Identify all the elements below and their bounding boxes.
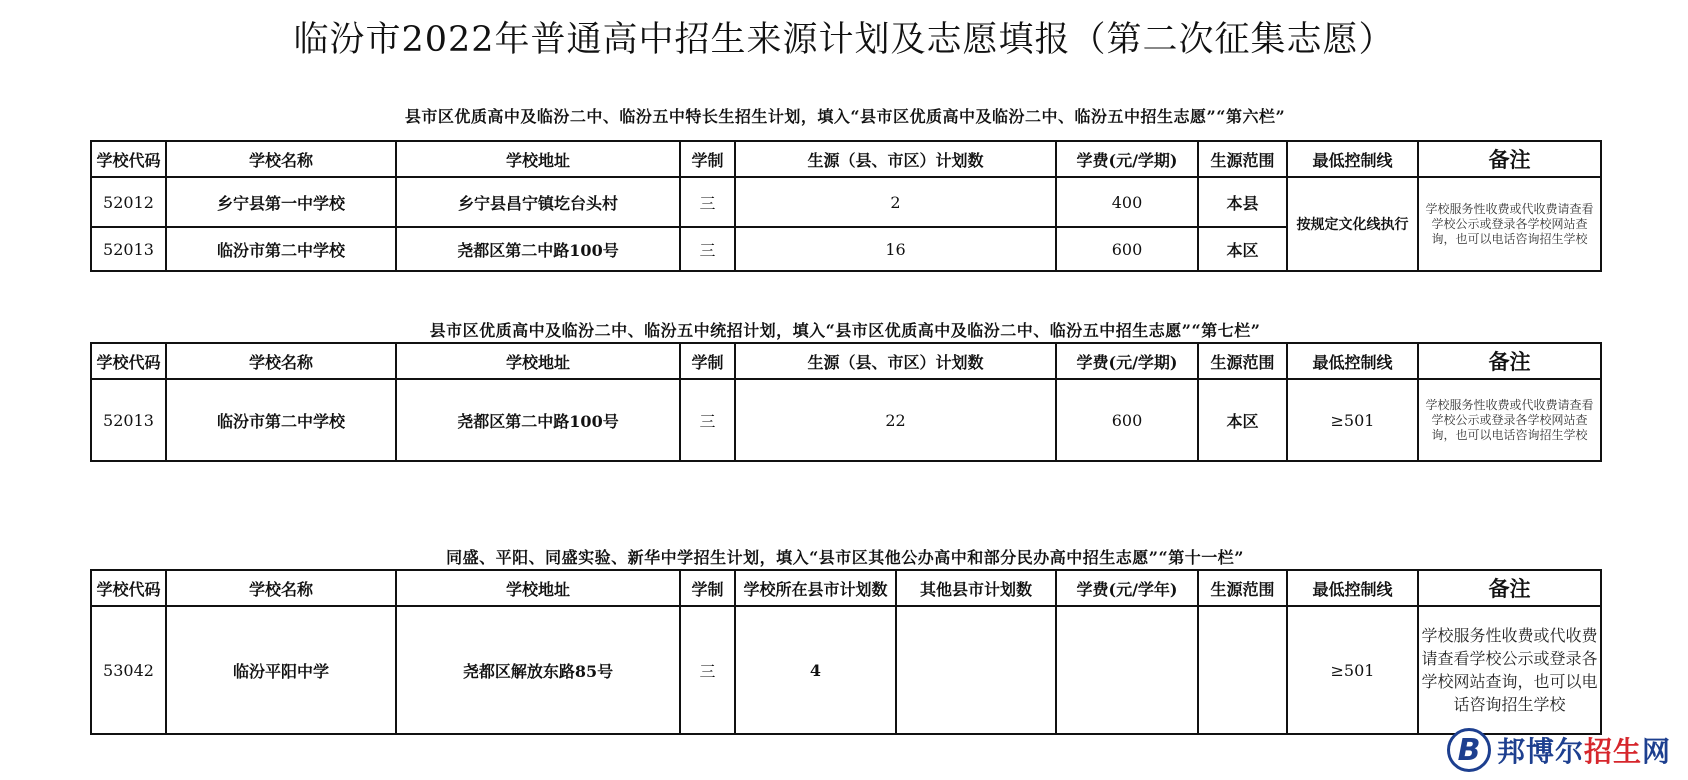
school-address: 尧都区解放东路85号 [396, 606, 680, 734]
school-address: 尧都区第二中路100号 [396, 379, 680, 461]
col-header: 生源范围 [1198, 141, 1287, 177]
watermark-text [1497, 730, 1671, 770]
col-header: 学校地址 [396, 343, 680, 379]
section-caption: 县市区优质高中及临汾二中、临汾五中统招计划，填入“县市区优质高中及临汾二中、临汾五中招生志愿”“第七栏” [429, 321, 1261, 340]
col-header: 备注 [1418, 141, 1601, 177]
page-title: 临汾市2022年普通高中招生来源计划及志愿填报（第二次征集志愿） [293, 20, 1395, 60]
plan-count: 2 [735, 177, 1056, 227]
school-code: 52012 [91, 177, 166, 227]
tuition-fee: 600 [1056, 379, 1198, 461]
tuition-fee: 600 [1056, 227, 1198, 271]
col-header: 生源（县、市区）计划数 [735, 141, 1056, 177]
school-system: 三 [680, 606, 735, 734]
col-header: 生源范围 [1198, 343, 1287, 379]
plan-table-unified [90, 342, 1602, 462]
local-plan-count: 4 [735, 606, 896, 734]
table-header-row [91, 570, 1601, 606]
section-caption: 县市区优质高中及临汾二中、临汾五中特长生招生计划，填入“县市区优质高中及临汾二中、临汾五中招生志愿”“第六栏” [404, 107, 1286, 126]
site-logo-icon: B [1447, 728, 1491, 772]
source-range: 本县 [1198, 177, 1287, 227]
col-header: 备注 [1418, 570, 1601, 606]
source-range [1198, 606, 1287, 734]
school-system: 三 [680, 177, 735, 227]
source-range: 本区 [1198, 227, 1287, 271]
table-header-row [91, 343, 1601, 379]
col-header: 其他县市计划数 [896, 570, 1056, 606]
school-system: 三 [680, 227, 735, 271]
remark-cell: 学校服务性收费或代收费请查看学校公示或登录各学校网站查询，也可以电话咨询招生学校 [1418, 379, 1601, 461]
col-header: 学校代码 [91, 343, 166, 379]
table-row [91, 379, 1601, 461]
table-row [91, 606, 1601, 734]
school-name: 临汾市第二中学校 [166, 227, 396, 271]
plan-count: 22 [735, 379, 1056, 461]
col-header: 学校名称 [166, 570, 396, 606]
col-header: 学费(元/学期) [1056, 343, 1198, 379]
school-address: 尧都区第二中路100号 [396, 227, 680, 271]
watermark-text-accent: 招生 [1584, 735, 1643, 768]
col-header: 学校地址 [396, 570, 680, 606]
plan-table-other [90, 569, 1602, 735]
col-header: 学制 [680, 141, 735, 177]
col-header: 学费(元/学期) [1056, 141, 1198, 177]
tuition-fee: 400 [1056, 177, 1198, 227]
col-header: 最低控制线 [1287, 343, 1418, 379]
min-control-line: ≥501 [1287, 379, 1418, 461]
plan-table-talent [90, 140, 1602, 272]
min-control-line: ≥501 [1287, 606, 1418, 734]
col-header: 学制 [680, 570, 735, 606]
col-header: 最低控制线 [1287, 570, 1418, 606]
col-header: 学费(元/学年) [1056, 570, 1198, 606]
col-header: 生源范围 [1198, 570, 1287, 606]
col-header: 学校代码 [91, 141, 166, 177]
col-header: 最低控制线 [1287, 141, 1418, 177]
watermark-text-tail: 网 [1642, 735, 1672, 768]
watermark-text-main: 邦博尔 [1497, 735, 1585, 768]
source-range: 本区 [1198, 379, 1287, 461]
school-name: 临汾市第二中学校 [166, 379, 396, 461]
col-header: 学校代码 [91, 570, 166, 606]
school-code: 52013 [91, 379, 166, 461]
col-header: 学校名称 [166, 141, 396, 177]
min-control-line: 按规定文化线执行 [1287, 177, 1418, 271]
col-header: 备注 [1418, 343, 1601, 379]
col-header: 学校所在县市计划数 [735, 570, 896, 606]
col-header: 学校地址 [396, 141, 680, 177]
col-header: 生源（县、市区）计划数 [735, 343, 1056, 379]
plan-count: 16 [735, 227, 1056, 271]
school-code: 53042 [91, 606, 166, 734]
table-header-row [91, 141, 1601, 177]
col-header: 学制 [680, 343, 735, 379]
school-code: 52013 [91, 227, 166, 271]
table-row [91, 177, 1601, 227]
school-address: 乡宁县昌宁镇圪台头村 [396, 177, 680, 227]
school-system: 三 [680, 379, 735, 461]
other-plan-count [896, 606, 1056, 734]
site-watermark [1447, 724, 1682, 776]
remark-cell: 学校服务性收费或代收费请查看学校公示或登录各学校网站查询，也可以电话咨询招生学校 [1418, 606, 1601, 734]
section-caption: 同盛、平阳、同盛实验、新华中学招生计划，填入“县市区其他公办高中和部分民办高中招生志愿”“第十一栏” [446, 548, 1244, 567]
tuition-fee [1056, 606, 1198, 734]
col-header: 学校名称 [166, 343, 396, 379]
remark-cell: 学校服务性收费或代收费请查看学校公示或登录各学校网站查询，也可以电话咨询招生学校 [1418, 177, 1601, 271]
school-name: 临汾平阳中学 [166, 606, 396, 734]
school-name: 乡宁县第一中学校 [166, 177, 396, 227]
